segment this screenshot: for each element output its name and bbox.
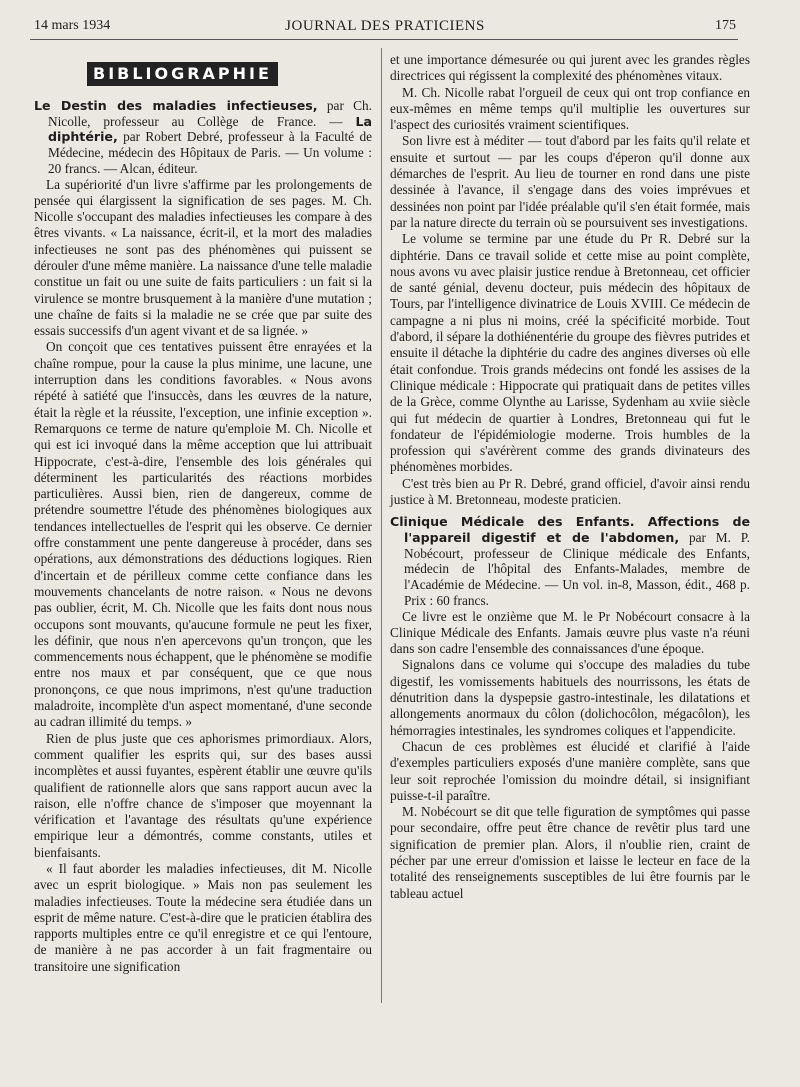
review1-title2: La diphtérie, xyxy=(48,113,372,145)
left-column xyxy=(34,52,372,975)
paragraph: M. Nobécourt se dit que telle figuration de symptômes qui passe pour secondaire, offre peut être chance de revêtir plus tard une signification de premier plan. Alors, il n'oublie rien, craint de pécher par une erreur d'omission et laisse le lecteur en face de la totalité des renseignements susceptibles de lui être fournis par le tableau actuel xyxy=(390,804,750,901)
column-divider xyxy=(381,48,382,1003)
paragraph: Son livre est à méditer — tout d'abord par les faits qu'il relate et ensuite et surtout — par les coups d'éperon qu'il donne aux démarches de l'esprit. Au lieu de tourner en rond dans une piste dessinée à l'avance, il s'engage dans des voies imprévues et dessinées non point par l'idée préalable qu'il s'en était formée, mais par la nature directe du terrain où se poursuivent ses investigations. xyxy=(390,133,750,230)
paragraph: C'est très bien au Pr R. Debré, grand officiel, d'avoir ainsi rendu justice à M. Bretonneau, modeste praticien. xyxy=(390,475,750,508)
review1-citation-rest1: par Ch. Nicolle, professeur au Collège de France. — xyxy=(48,98,373,129)
page-header xyxy=(34,18,736,38)
paragraph: Ce livre est le onzième que M. le Pr Nobécourt consacre à la Clinique Médicale des Enfants. Jamais œuvre plus vaste n'a réuni dans son cadre l'ensemble des connaissances d'une époque. xyxy=(390,608,750,657)
review2-citation xyxy=(390,514,750,608)
paragraph: « Il faut aborder les maladies infectieuses, dit M. Nicolle avec un esprit biologique. » Mais non pas seulement les maladies infectieuses. Toute la médecine sera étudiée dans un esprit de même nature. C'est-à-dire que le praticien établira des rapports multiples entre ce qu'il enregistre et ce qui l'entoure, de manière à ne pas accorder à un fait fragmentaire ou transitoire une signification xyxy=(34,860,372,974)
paragraph: Chacun de ces problèmes est élucidé et clarifié à l'aide d'exemples particuliers exposés d'une manière complète, sans que leur soit reprochée l'omission du moindre détail, si insignifiant puisse-t-il paraître. xyxy=(390,738,750,803)
section-title: BIBLIOGRAPHIE xyxy=(87,62,278,86)
paragraph: M. Ch. Nicolle rabat l'orgueil de ceux qui ont trop confiance en eux-mêmes en même temps qu'il multiplie les ouvertures sur l'aspect des curiosités vraiment scientifiques. xyxy=(390,84,750,133)
review2-citation-rest: par M. P. Nobécourt, professeur de Clinique médicale des Enfants, médecin de l'hôpital des Enfants-Malades, membre de l'Académie de Médecine. — Un vol. in-8, Masson, édit., 468 p. Prix : 60 francs. xyxy=(404,530,750,608)
review1-citation-rest2: par Robert Debré, professeur à la Faculté de Médecine, médecin des Hôpitaux de Paris. — Un volume : 20 francs. — Alcan, éditeur. xyxy=(48,129,372,176)
header-rule xyxy=(30,39,738,40)
paragraph: Rien de plus juste que ces aphorismes primordiaux. Alors, comment qualifier les esprits qui, sur des bases aussi incomplètes et aussi fuyantes, espèrent établir une œuvre qu'ils qualifient de rationnelle alors que sans rapport aucun avec la raison, elle n'offre chance de s'imposer que moyennant la vérification et l'avantage des résultats qu'une expérience empirique leur a démontrés, comme constants, utiles et bienfaisants. xyxy=(34,730,372,860)
issue-date: 14 mars 1934 xyxy=(34,18,111,33)
review2-title: Clinique Médicale des Enfants. Affections de l'appareil digestif et de l'abdomen, xyxy=(390,514,750,546)
paragraph: La supériorité d'un livre s'affirme par les prolongements de pensée qui élargissent la signification de ses pages. M. Ch. Nicolle s'occupant des maladies infectieuses les compare à des êtres vivants. « La naissance, écrit-il, et la mort des maladies infectieuses ne sont pas des phénomènes qui puissent se dérouler d'une même manière. La naissance d'une telle maladie constitue un fait ou une suite de faits particuliers : un fait si la virulence se montre brusquement à la manière d'une mutation ; une chaîne de faits si la maladie ne se crée que par suite des essais successifs d'un agent vivant et de sa lignée. » xyxy=(34,176,372,339)
right-column xyxy=(390,52,750,902)
paragraph: Signalons dans ce volume qui s'occupe des maladies du tube digestif, les vomissements habituels des nourrissons, les états de dénutrition dans la dyspepsie gastro-intestinale, les dilatations et allongements anormaux du côlon (dolichocôlon, mégacôlon), les hémorragies intestinales, les syndromes coliques et l'appendicite. xyxy=(390,657,750,738)
review1-citation xyxy=(34,98,372,177)
paragraph: et une importance démesurée ou qui jurent avec les grandes règles directrices qui régissent la complexité des phénomènes vitaux. xyxy=(390,52,750,84)
journal-title: JOURNAL DES PRATICIENS xyxy=(285,18,485,34)
paragraph: On conçoit que ces tentatives puissent être enrayées et la chaîne rompue, pour la cause la plus minime, une lacune, une interruption dans les conditions favorables. « Nous avons répété à satiété que l'insuccès, dans les œuvres de la nature, était la règle et la réussite, l'exception, une infinie exception ». Remarquons ce terme de nature qu'emploie M. Ch. Nicolle et qui est ici invoqué dans la même acception que lui attribuait Hippocrate, c'est-à-dire, l'ensemble des lois générales qui déterminent les particularités des réactions morbides particulières. Aussi bien, rien de dangereux, comme de prétendre soumettre l'étude des phénomènes biologiques aux tendances intellectuelles de l'esprit qui les observe. Ce dernier offre constamment une pente dangereuse à procéder, dans ses opérations, aux démonstrations des déductions logiques. Rien d'incertain et de périlleux comme cette confiance dans les mouvements chancelants de notre raison. « Nous ne devons pas oublier, écrit, M. Ch. Nicolle que les faits dont nous nous occupons sont mouvants, qu'aucune formule ne peut les fixer, les définir, que nous n'en apercevons qu'un tronçon, que les commencements nous échappent, que le phénomène se modifie entre nos maux et par conséquent, que ce que nous prononçons, ce que nous imprimons, n'est qu'une traduction maladroite, incomplète d'un aspect momentané, d'une seconde au cadran illimité du temps. » xyxy=(34,339,372,730)
page-number: 175 xyxy=(715,18,736,33)
review1-title1: Le Destin des maladies infectieuses, xyxy=(34,98,318,113)
paragraph: Le volume se termine par une étude du Pr R. Debré sur la diphtérie. Dans ce travail solide et cette mise au point complète, nous avons vu avec plaisir justice rendue à Bretonneau, cet officier de santé génial, devenu docteur, puis médecin des hôpitaux de Tours, par l'intelligence divinatrice de Louis XVIII. Ce médecin de campagne a ni plus ni moins, créé la spécificité morbide. Tout d'abord, il sépare la dothiénentérie du groupe des fièvres putrides et ensuite il détache la diphtérie du cadre des angines diverses où elle était confondue. Trois grands médecins ont fondé les assises de la Clinique médicale : Hippocrate qui pratiquait dans de petites villes de la Grèce, comme Olynthe au Larisse, Sydenham au xviie siècle qui fut médecin de quartier à Londres, Bretonneau qui fut le fondateur de l'épidémiologie moderne. Trois humbles de la profession qui s'avérèrent comme des grands divinateurs des phénomènes morbides. xyxy=(390,231,750,475)
